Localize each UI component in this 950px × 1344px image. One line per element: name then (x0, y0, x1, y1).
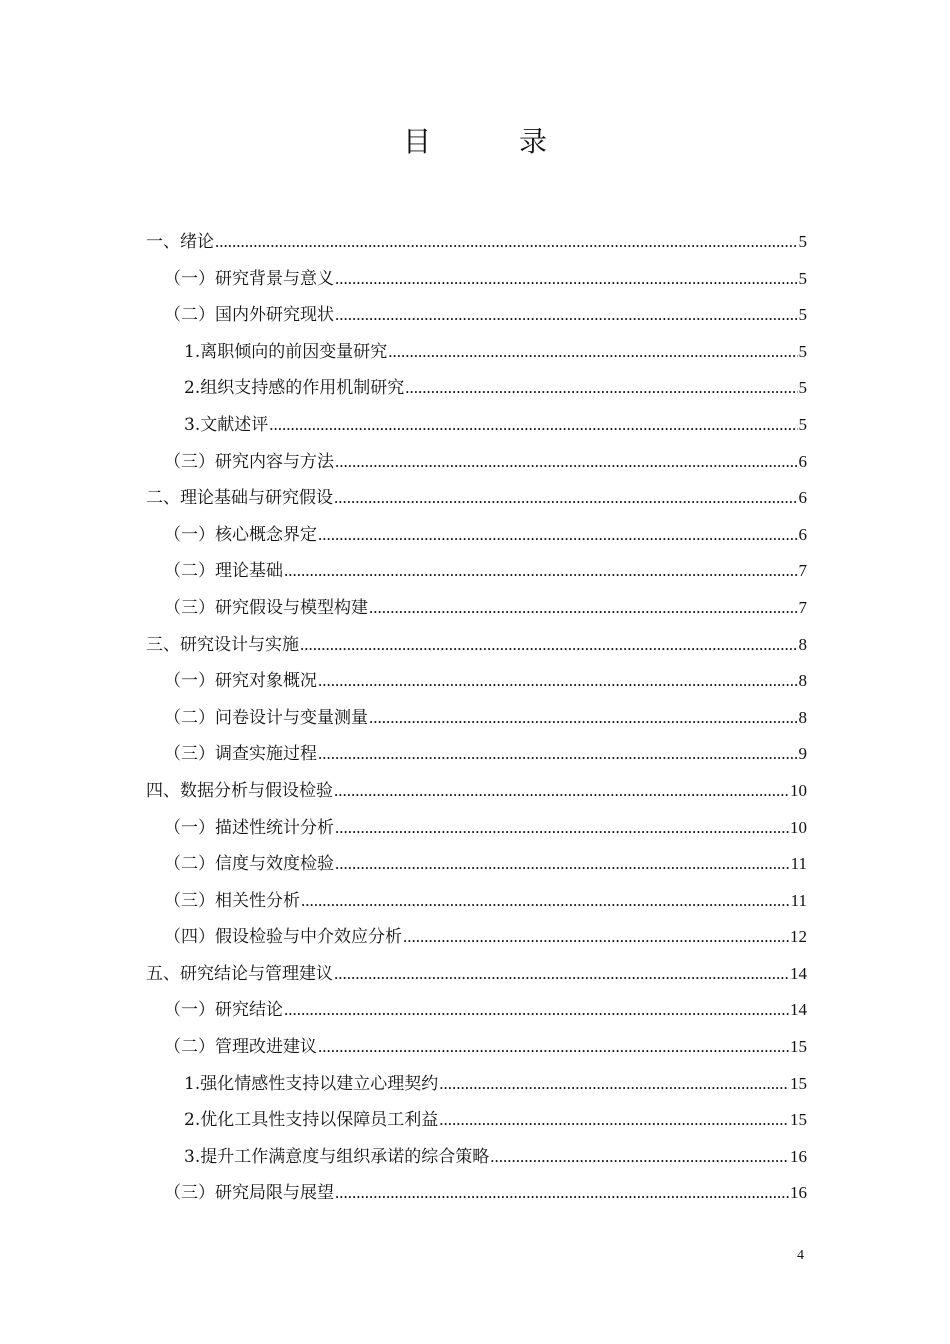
dot-leader (215, 224, 798, 261)
dot-leader (334, 480, 798, 517)
toc-entry-page: 10 (790, 817, 807, 837)
dot-leader (335, 1175, 789, 1212)
toc-entry-page: 9 (798, 744, 807, 764)
toc-entry-label: （一）描述性统计分析 (164, 817, 334, 838)
toc-entry[interactable] (146, 663, 807, 700)
toc-entry[interactable] (146, 517, 807, 554)
toc-entry-page: 6 (798, 524, 807, 544)
toc-entry-label: （一）研究背景与意义 (164, 268, 334, 289)
toc-entry-page: 11 (790, 854, 807, 874)
toc-entry-page: 16 (790, 1146, 807, 1166)
toc-entry[interactable] (146, 224, 807, 261)
dot-leader (369, 590, 798, 627)
toc-entry[interactable] (146, 627, 807, 664)
toc-entry-label: 1.强化情感性支持以建立心理契约 (184, 1073, 439, 1094)
dot-leader (439, 1102, 789, 1139)
dot-leader (318, 1029, 789, 1066)
toc-entry[interactable] (146, 846, 807, 883)
toc-entry-label: 3.文献述评 (184, 414, 269, 435)
toc-entry-label: （二）信度与效度检验 (164, 854, 334, 875)
dot-leader (334, 956, 789, 993)
dot-leader (388, 334, 797, 371)
toc-entry-page: 5 (798, 305, 807, 325)
toc-entry[interactable] (146, 1066, 807, 1103)
toc-entry-page: 10 (790, 780, 807, 800)
toc-entry[interactable] (146, 590, 807, 627)
toc-entry-label: （三）相关性分析 (164, 890, 300, 911)
toc-entry[interactable] (146, 297, 807, 334)
page-number: 4 (797, 1248, 804, 1263)
toc-entry-label: （二）问卷设计与变量测量 (164, 707, 368, 728)
toc-entry-page: 14 (790, 963, 807, 983)
toc-entry-label: 一、绪论 (146, 232, 214, 252)
toc-entry-page: 5 (798, 232, 807, 251)
toc-entry-page: 7 (798, 597, 807, 617)
toc-entry-page: 15 (790, 1073, 807, 1093)
toc-entry-page: 15 (790, 1037, 807, 1057)
toc-entry[interactable] (146, 1029, 807, 1066)
dot-leader (284, 553, 798, 590)
dot-leader (439, 1066, 789, 1103)
toc-entry-page: 11 (790, 890, 807, 910)
dot-leader (318, 517, 798, 554)
toc-entry-label: （一）核心概念界定 (164, 524, 317, 545)
toc-entry-page: 14 (790, 1000, 807, 1020)
dot-leader (301, 883, 790, 920)
dot-leader (318, 736, 798, 773)
toc-entry-label: （二）国内外研究现状 (164, 305, 334, 326)
dot-leader (335, 261, 798, 298)
toc-entry[interactable] (146, 736, 807, 773)
page-title: 目 录 (402, 125, 577, 158)
toc-entry-label: 五、研究结论与管理建议 (146, 963, 333, 984)
toc-entry[interactable] (146, 261, 807, 298)
toc-entry-label: 1.离职倾向的前因变量研究 (184, 341, 388, 362)
toc-entry-page: 7 (798, 561, 807, 581)
dot-leader (300, 627, 798, 664)
toc-entry[interactable] (146, 810, 807, 847)
toc-entry-label: （三）研究假设与模型构建 (164, 597, 368, 618)
toc-entry[interactable] (146, 992, 807, 1029)
toc-entry[interactable] (146, 1102, 807, 1139)
toc-entry-page: 8 (798, 671, 807, 691)
dot-leader (369, 700, 798, 737)
toc-entry-page: 12 (790, 927, 807, 947)
toc-entry-label: 3.提升工作满意度与组织承诺的综合策略 (184, 1146, 490, 1167)
toc-entry-label: 2.组织支持感的作用机制研究 (184, 378, 405, 399)
toc-entry-page: 8 (798, 634, 807, 654)
dot-leader (335, 846, 790, 883)
toc-entry[interactable] (146, 883, 807, 920)
toc-entry[interactable] (146, 553, 807, 590)
toc-entry[interactable] (146, 919, 807, 956)
toc-entry-label: （二）理论基础 (164, 561, 283, 582)
table-of-contents (146, 224, 807, 1212)
toc-entry-label: （二）管理改进建议 (164, 1037, 317, 1058)
dot-leader (269, 407, 797, 444)
toc-entry[interactable] (146, 370, 807, 407)
toc-entry-label: （三）研究局限与展望 (164, 1183, 334, 1204)
dot-leader (284, 992, 789, 1029)
dot-leader (403, 919, 789, 956)
toc-entry[interactable] (146, 334, 807, 371)
dot-leader (335, 444, 798, 481)
toc-entry-page: 5 (798, 268, 807, 288)
toc-entry[interactable] (146, 773, 807, 810)
toc-entry-label: （四）假设检验与中介效应分析 (164, 927, 402, 948)
toc-entry[interactable] (146, 700, 807, 737)
toc-entry-label: （一）研究对象概况 (164, 671, 317, 692)
toc-entry[interactable] (146, 956, 807, 993)
toc-entry[interactable] (146, 1175, 807, 1212)
toc-entry[interactable] (146, 407, 807, 444)
toc-entry-label: （三）研究内容与方法 (164, 451, 334, 472)
dot-leader (405, 370, 797, 407)
toc-entry-page: 5 (798, 341, 807, 361)
toc-entry[interactable] (146, 1139, 807, 1176)
toc-entry-page: 5 (798, 414, 807, 434)
dot-leader (335, 810, 789, 847)
dot-leader (335, 297, 798, 334)
toc-entry-label: 2.优化工具性支持以保障员工利益 (184, 1110, 439, 1131)
toc-entry-page: 5 (798, 378, 807, 398)
toc-entry-page: 6 (798, 451, 807, 471)
toc-entry-label: （一）研究结论 (164, 1000, 283, 1021)
dot-leader (318, 663, 798, 700)
toc-entry-label: 四、数据分析与假设检验 (146, 780, 333, 801)
toc-entry-page: 6 (798, 488, 807, 508)
dot-leader (334, 773, 789, 810)
toc-entry-label: 二、理论基础与研究假设 (146, 488, 333, 509)
toc-entry-page: 8 (798, 707, 807, 727)
dot-leader (490, 1139, 789, 1176)
toc-entry-page: 15 (790, 1110, 807, 1130)
toc-entry[interactable] (146, 480, 807, 517)
toc-entry-label: 三、研究设计与实施 (146, 634, 299, 655)
toc-entry[interactable] (146, 444, 807, 481)
toc-entry-label: （三）调查实施过程 (164, 744, 317, 765)
toc-entry-page: 16 (790, 1183, 807, 1203)
